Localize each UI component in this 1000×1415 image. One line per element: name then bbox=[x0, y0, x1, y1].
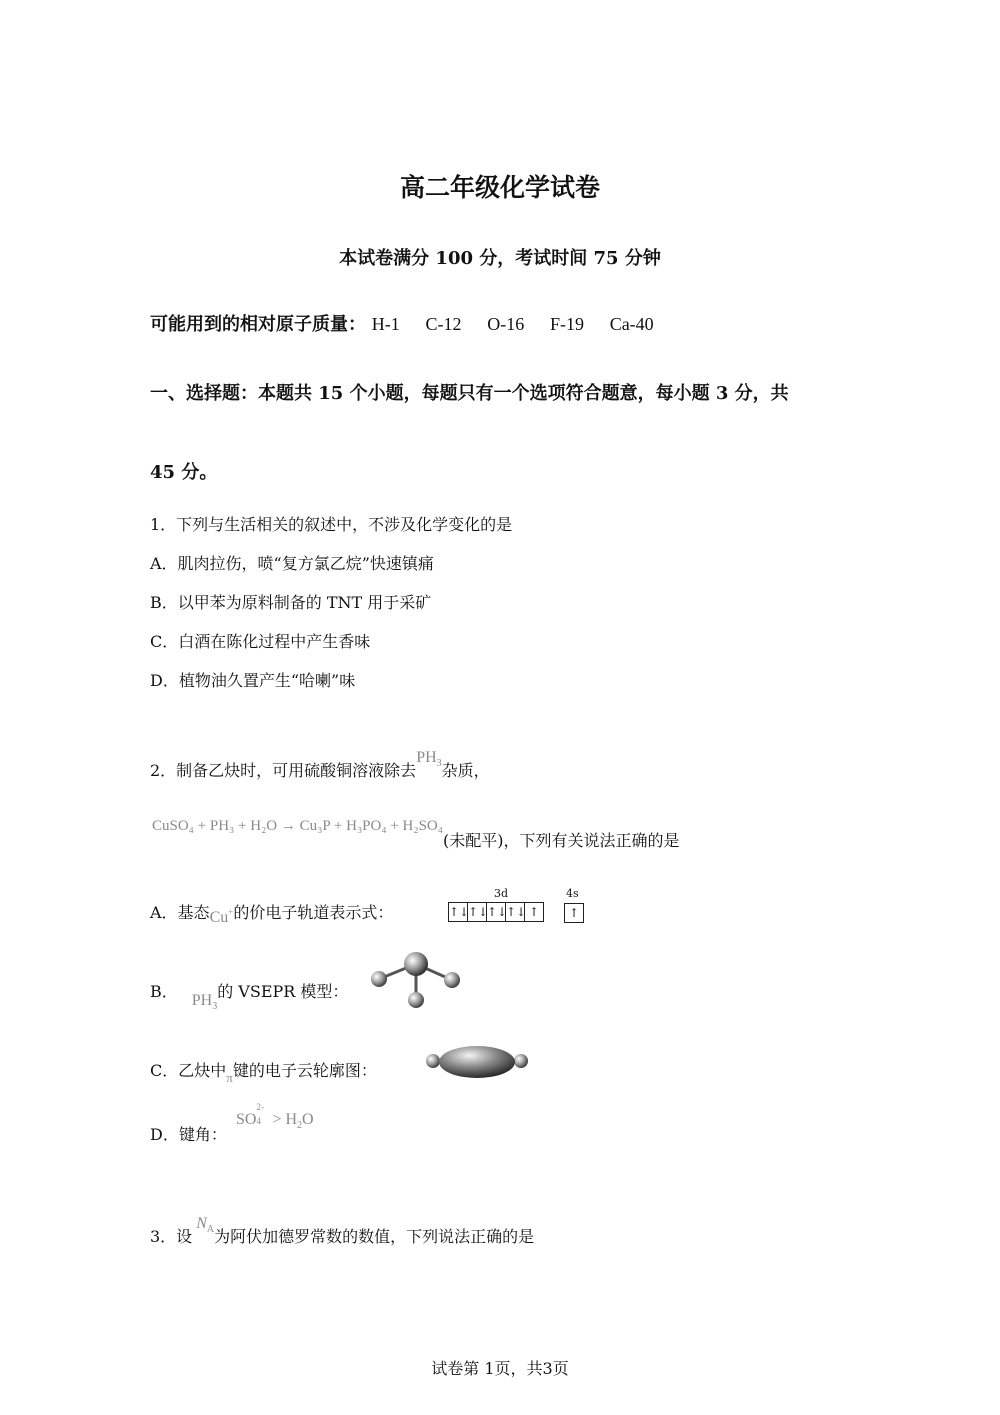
orbital-box: ↑↓ bbox=[467, 902, 487, 922]
q2-stem-pre: 2．制备乙炔时，可用硫酸铜溶液除去 bbox=[150, 761, 417, 780]
page-title: 高二年级化学试卷 bbox=[399, 173, 600, 202]
pi-bond-cloud-image bbox=[422, 1044, 532, 1082]
q2-equation-post: (未配平)，下列有关说法正确的是 bbox=[443, 831, 680, 850]
orbital-box: ↑↓ bbox=[486, 902, 506, 922]
mass-o: O-16 bbox=[487, 314, 525, 334]
mass-f: F-19 bbox=[549, 314, 584, 334]
q1-option-b: B．以甲苯为原料制备的 TNT 用于采矿 bbox=[150, 593, 432, 612]
b-ph3: $PH_3$ bbox=[191, 992, 218, 1012]
q2-stem bbox=[150, 749, 490, 783]
orbital-3d-label: 3d bbox=[494, 887, 509, 900]
bond-angle-comparison: SO 2- 4 > $H_2O$ bbox=[236, 1102, 314, 1131]
atomic-masses bbox=[150, 310, 674, 336]
q3-stem: 3．设$N_A$为阿伏加德罗常数的数值，下列说法正确的是 bbox=[150, 1215, 535, 1246]
q1-option-c: C．白酒在陈化过程中产生香味 bbox=[150, 632, 371, 651]
orbital-box: ↑↓ bbox=[505, 902, 525, 922]
q2-option-d: D．键角： bbox=[150, 1125, 227, 1144]
mass-h: H-1 bbox=[371, 314, 400, 334]
section-heading-line1: 一、选择题：本题共 15 个小题，每题只有一个选项符合题意，每小题 3 分，共 bbox=[150, 383, 789, 404]
orbital-4s-label: 4s bbox=[566, 887, 579, 900]
q1-option-a: A．肌肉拉伤，喷“复方氯乙烷”快速镇痛 bbox=[150, 554, 434, 573]
page-footer: 试卷第 1页，共3页 bbox=[431, 1359, 569, 1378]
avogadro-symbol: $N_A$ bbox=[196, 1215, 215, 1235]
q2-stem-post: 杂质， bbox=[441, 761, 490, 780]
vsepr-model-image bbox=[364, 944, 468, 1014]
cu-ion: Cu+ bbox=[209, 907, 234, 926]
q2-equation: CuSO₄ + PH₃ + H₂O → Cu₃P + H₃PO₄ + H₂SO₄ bbox=[152, 818, 443, 834]
orbital-3d-boxes bbox=[448, 902, 544, 922]
exam-info: 本试卷满分 100 分，考试时间 75 分钟 bbox=[339, 248, 661, 269]
mass-c: C-12 bbox=[425, 314, 462, 334]
pi-symbol: π bbox=[226, 1070, 233, 1085]
orbital-box: ↑↓ bbox=[448, 902, 468, 922]
q2-equation-line bbox=[152, 818, 680, 850]
atomic-masses-label: 可能用到的相对原子质量： bbox=[150, 314, 366, 335]
q2-option-a: A．基态Cu+的价电子轨道表示式： bbox=[150, 903, 394, 926]
orbital-box: ↑ bbox=[524, 902, 544, 922]
q1-option-d: D．植物油久置产生“哈喇”味 bbox=[150, 671, 356, 690]
q2-option-c: C．乙炔中$_\pi$键的电子云轮廓图： bbox=[150, 1061, 377, 1085]
q2-ph3: $PH_3$ bbox=[416, 749, 442, 769]
orbital-box: ↑ bbox=[564, 903, 584, 923]
q2-option-b: B． $PH_3$的 VSEPR 模型： bbox=[150, 982, 349, 1012]
orbital-4s-boxes bbox=[564, 902, 584, 923]
mass-ca: Ca-40 bbox=[609, 314, 654, 334]
q1-stem: 1．下列与生活相关的叙述中，不涉及化学变化的是 bbox=[150, 515, 513, 534]
section-heading-line2: 45 分。 bbox=[150, 462, 218, 483]
